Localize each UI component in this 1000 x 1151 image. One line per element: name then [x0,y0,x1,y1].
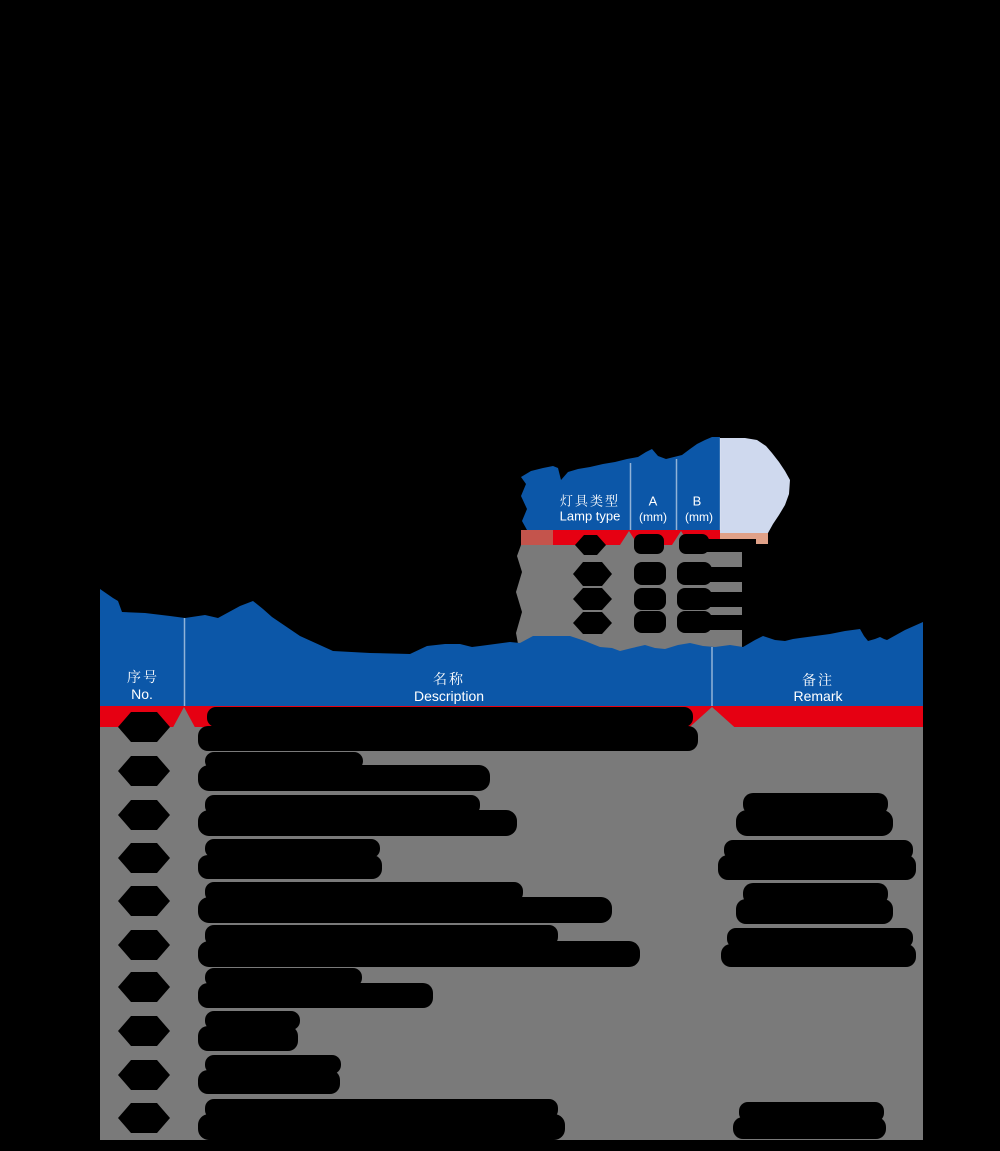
redacted-description [198,1026,298,1051]
parts-header-remark-zh: 备注 [802,672,834,688]
redacted-value [634,562,666,585]
spec-header-col-a-unit: (mm) [639,510,667,524]
redacted-description [198,855,382,879]
parts-header-description-en: Description [413,688,485,704]
redacted-remark [733,1117,886,1139]
redacted-description [198,983,433,1008]
ribbon-corner [720,438,790,533]
spec-header-col-b: B [692,493,702,509]
parts-header-no-en: No. [131,686,153,702]
redacted-remark [721,944,916,967]
spec-header-col-b-unit: (mm) [685,510,713,524]
redacted-description [198,897,612,923]
redacted-value [677,588,712,610]
leader-line [710,615,762,630]
redacted-remark [736,810,893,836]
redacted-value [634,611,666,633]
redacted-description [198,1070,340,1094]
ribbon-brick-segment [521,530,553,545]
blue-table-headers [100,437,923,706]
redacted-value [634,534,664,554]
redacted-value [677,611,712,633]
redacted-remark [718,855,916,880]
redacted-description [198,1114,565,1140]
leader-line [704,539,756,552]
spec-header-lamp-type-en: Lamp type [559,508,621,524]
redacted-remark [736,899,893,924]
redacted-description [198,810,517,836]
redacted-description [198,941,640,967]
parts-header-remark-en: Remark [793,688,843,704]
redacted-description [207,707,693,727]
parts-header-no-zh: 序号 [127,669,159,685]
redacted-value [634,588,666,610]
redacted-value [677,562,712,585]
redacted-description [198,765,490,791]
leader-line [710,592,760,607]
redacted-description [198,726,698,751]
leader-line [710,567,760,582]
spec-header-col-a: A [648,493,658,509]
spec-header-lamp-type-zh: 灯具类型 [559,493,621,509]
parts-header-description-zh: 名称 [433,671,465,687]
